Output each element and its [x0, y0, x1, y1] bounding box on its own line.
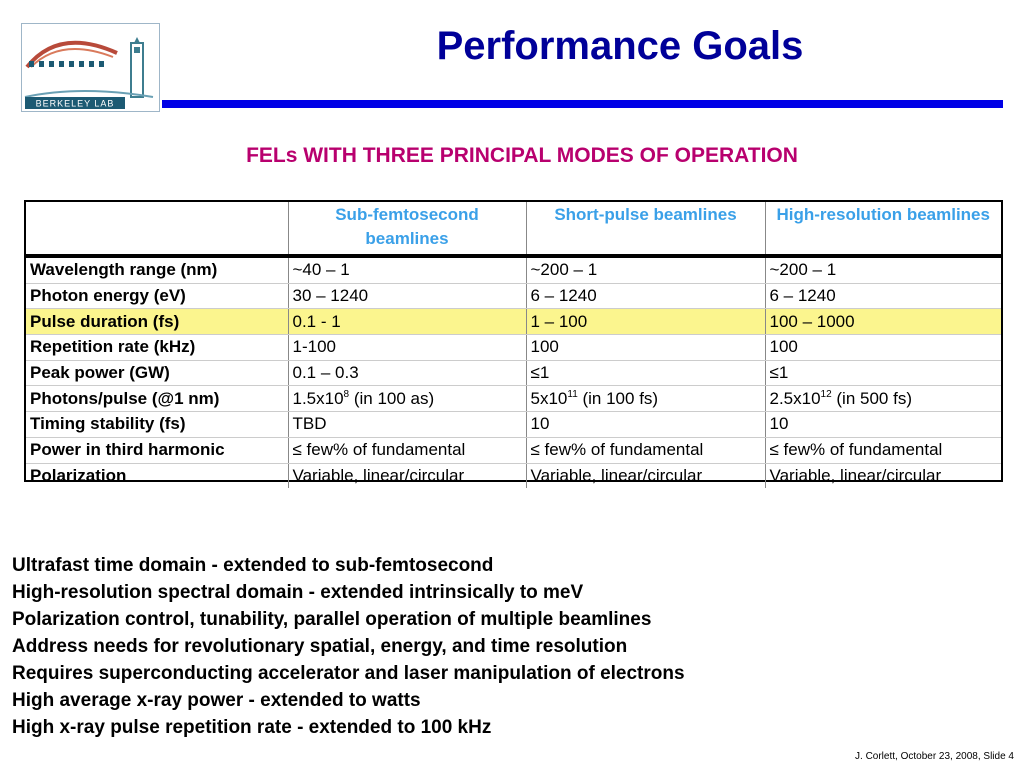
cell-short-pulse: ~200 – 1: [526, 256, 765, 283]
table-header-row: [26, 202, 1001, 256]
row-parameter: Polarization: [26, 463, 288, 488]
row-parameter: Repetition rate (kHz): [26, 335, 288, 361]
cell-high-resolution: ≤1: [765, 360, 1001, 386]
header-parameter: [26, 202, 288, 256]
cell-high-resolution: 100: [765, 335, 1001, 361]
cell-sub-femtosecond: 0.1 – 0.3: [288, 360, 526, 386]
row-parameter: Peak power (GW): [26, 360, 288, 386]
summary-point: Requires superconducting accelerator and laser manipulation of electrons: [12, 663, 685, 684]
row-parameter: Power in third harmonic: [26, 437, 288, 463]
table-row: [26, 437, 1001, 463]
table-row: [26, 335, 1001, 361]
performance-table-frame: [24, 200, 1003, 485]
logo-label-text: BERKELEY LAB: [35, 98, 115, 109]
exponent: 12: [820, 388, 832, 400]
row-parameter: Pulse duration (fs): [26, 309, 288, 335]
cell-short-pulse: ≤1: [526, 360, 765, 386]
base: 2.5x10: [769, 388, 821, 408]
cell-short-pulse: 6 – 1240: [526, 283, 765, 309]
slide-title: Performance Goals: [436, 24, 804, 68]
row-parameter: Photon energy (eV): [26, 283, 288, 309]
cell-sub-femtosecond: [288, 386, 526, 412]
cell-sub-femtosecond: 1-100: [288, 335, 526, 361]
summary-point: High x-ray pulse repetition rate - extended to 100 kHz: [12, 717, 492, 738]
cell-sub-femtosecond: 0.1 - 1: [288, 309, 526, 335]
table-row: [26, 256, 1001, 283]
cell-sub-femtosecond: TBD: [288, 412, 526, 438]
cell-sub-femtosecond: ≤ few% of fundamental: [288, 437, 526, 463]
exponent: 11: [567, 388, 578, 400]
row-parameter: Photons/pulse (@1 nm): [26, 386, 288, 412]
table-row-highlighted: [26, 309, 1001, 335]
base: 1.5x10: [292, 388, 344, 408]
cell-high-resolution: ~200 – 1: [765, 256, 1001, 283]
summary-point: High average x-ray power - extended to watts: [12, 690, 421, 711]
table-row: [26, 283, 1001, 309]
header-sub-femtosecond: Sub-femtosecond beamlines: [288, 202, 526, 256]
table-row: [26, 360, 1001, 386]
header-high-resolution: High-resolution beamlines: [765, 202, 1001, 256]
cell-sub-femtosecond: Variable, linear/circular: [288, 463, 526, 488]
summary-points: [12, 552, 685, 741]
table-row: [26, 386, 1001, 412]
header-rule: [162, 100, 1003, 108]
table-subtitle: FELs WITH THREE PRINCIPAL MODES OF OPERATION: [246, 144, 798, 167]
cell-high-resolution: 100 – 1000: [765, 309, 1001, 335]
cell-short-pulse: 100: [526, 335, 765, 361]
summary-point: Address needs for revolutionary spatial, energy, and time resolution: [12, 636, 628, 657]
summary-point: High-resolution spectral domain - extended intrinsically to meV: [12, 582, 584, 603]
cell-high-resolution: [765, 386, 1001, 412]
cell-sub-femtosecond: ~40 – 1: [288, 256, 526, 283]
cell-high-resolution: 6 – 1240: [765, 283, 1001, 309]
summary-point: Polarization control, tunability, parallel operation of multiple beamlines: [12, 609, 652, 630]
cell-high-resolution: 10: [765, 412, 1001, 438]
summary-point: Ultrafast time domain - extended to sub-femtosecond: [12, 555, 494, 576]
table-row: [26, 412, 1001, 438]
slide-footer: J. Corlett, October 23, 2008, Slide 4: [855, 751, 1014, 762]
base: 5x10: [530, 388, 568, 408]
cell-short-pulse: 1 – 100: [526, 309, 765, 335]
berkeley-lab-logo: [21, 23, 160, 112]
cell-high-resolution: Variable, linear/circular: [769, 465, 942, 485]
row-parameter: Wavelength range (nm): [26, 256, 288, 283]
performance-table: [26, 202, 1001, 488]
berkeley-lab-logo-graphic: [21, 23, 160, 112]
exponent: 8: [343, 388, 350, 400]
header-short-pulse: Short-pulse beamlines: [526, 202, 765, 256]
cell-sub-femtosecond: 30 – 1240: [288, 283, 526, 309]
cell-short-pulse: ≤ few% of fundamental: [526, 437, 765, 463]
rest: (in 100 fs): [577, 388, 659, 408]
cell-short-pulse: [526, 386, 765, 412]
cell-high-resolution: ≤ few% of fundamental: [765, 437, 1001, 463]
cell-short-pulse: 10: [526, 412, 765, 438]
rest: (in 500 fs): [831, 388, 912, 408]
rest: (in 100 as): [349, 388, 435, 408]
table-row: [26, 463, 1001, 488]
row-parameter: Timing stability (fs): [26, 412, 288, 438]
cell-short-pulse: Variable, linear/circular: [526, 463, 765, 488]
